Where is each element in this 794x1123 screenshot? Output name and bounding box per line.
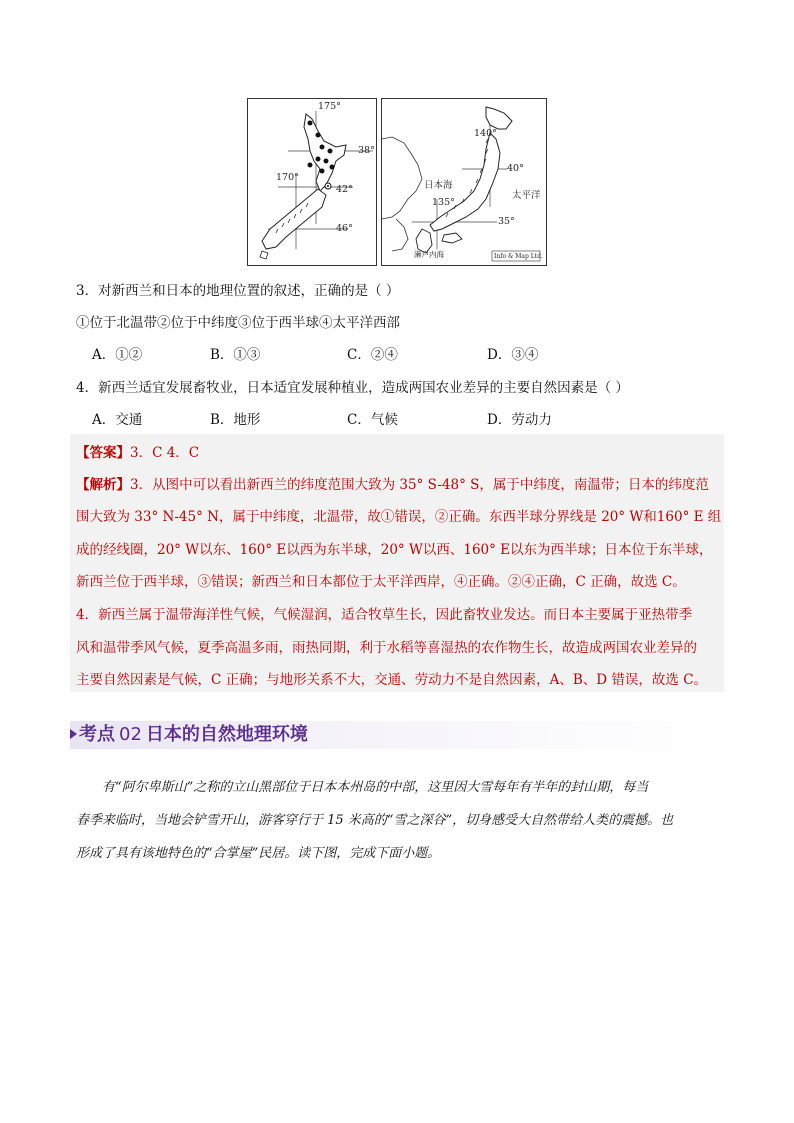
- question-4-stem: 4．新西兰适宜发展畜牧业，日本适宜发展种植业，造成两国农业差异的主要自然因素是（ ）: [76, 380, 629, 396]
- nz-lon-175-label: 175°: [318, 101, 341, 112]
- jp-lon-140-label: 140°: [474, 128, 497, 139]
- section-prefix: 考点: [79, 724, 115, 745]
- map-credit-label: Info & Map Ltd.: [494, 253, 543, 260]
- analysis-text-1: 3．从图中可以看出新西兰的纬度范围大致为 35° S-48° S，属于中纬度，南温带；日本的纬度范: [130, 477, 709, 493]
- new-zealand-map-drawing: [248, 99, 378, 267]
- seto-inland-sea-label: 濑户内海: [414, 250, 444, 259]
- section-title: 日本的自然地理环境: [145, 724, 308, 745]
- section-header: [70, 721, 308, 749]
- question-3-statements: ①位于北温带②位于中纬度③位于西半球④太平洋西部: [76, 315, 400, 331]
- sea-of-japan-label: 日本海: [424, 180, 453, 191]
- new-zealand-map: [247, 98, 377, 266]
- q3-option-c[interactable]: C．②④: [347, 347, 398, 363]
- q4-option-b[interactable]: B．地形: [210, 412, 261, 428]
- jp-lat-35-label: 35°: [498, 216, 515, 227]
- analysis-line-3: 成的经线圈，20° W以东、160° E以西为东半球，20° W以西、160° E以东为西半球；日本位于东半球，: [76, 542, 713, 558]
- jp-lat-40-label: 40°: [507, 163, 524, 174]
- q3-option-b[interactable]: B．①③: [210, 347, 261, 363]
- jp-lon-135-label: 135°: [432, 197, 455, 208]
- answer-label: 【答案】: [76, 445, 130, 461]
- q3-option-a[interactable]: A．①②: [92, 347, 143, 363]
- analysis-line-6: 风和温带季风气候，夏季高温多雨，雨热同期，利于水稻等喜湿热的农作物生长，故造成两国农业差异的: [76, 640, 697, 656]
- maps-figure: [247, 98, 547, 266]
- japan-map: [381, 98, 547, 266]
- analysis-line-1: [76, 473, 709, 493]
- nz-lat-38-label: 38°: [358, 145, 375, 156]
- section-number: 02: [119, 724, 142, 745]
- japan-map-drawing: [382, 99, 548, 267]
- analysis-line-2: 围大致为 33° N-45° N，属于中纬度，北温带，故①错误，②正确。东西半球分界线是 20° W和160° E 组: [76, 509, 722, 525]
- passage-line-2: 春季来临时，当地会铲雪开山，游客穿行于 15 米高的“雪之深谷”，切身感受大自然带给人类的震撼。也: [76, 813, 674, 828]
- pacific-ocean-label: 太平洋: [512, 190, 541, 201]
- q4-option-c[interactable]: C．气候: [347, 412, 398, 428]
- answer-text: 3．C 4．C: [130, 445, 200, 461]
- q4-option-d[interactable]: D．劳动力: [487, 412, 552, 428]
- answer-line: [76, 441, 199, 461]
- analysis-label: 【解析】: [76, 477, 130, 493]
- q3-option-d[interactable]: D．③④: [487, 347, 539, 363]
- nz-lat-42-label: 42°: [336, 184, 353, 195]
- nz-lon-170-label: 170°: [276, 172, 299, 183]
- question-4-options: [0, 408, 794, 428]
- passage-line-1: 有“阿尔卑斯山”之称的立山黑部位于日本本州岛的中部，这里因大雪每年有半年的封山期，每当: [102, 780, 649, 795]
- analysis-line-5: 4．新西兰属于温带海洋性气候，气候湿润，适合牧草生长，因此畜牧业发达。而日本主要属于亚热带季: [76, 607, 693, 623]
- q4-option-a[interactable]: A．交通: [92, 412, 143, 428]
- passage-line-3: 形成了具有该地特色的“合掌屋”民居。读下图，完成下面小题。: [76, 846, 441, 861]
- section-arrow-icon: [70, 729, 77, 739]
- analysis-line-4: 新西兰位于西半球，③错误；新西兰和日本都位于太平洋西岸，④正确。②④正确，C 正确，故选 C。: [76, 574, 686, 590]
- nz-lat-46-label: 46°: [336, 223, 353, 234]
- question-3-options: [0, 343, 794, 363]
- question-3-stem: 3．对新西兰和日本的地理位置的叙述，正确的是（ ）: [76, 283, 400, 299]
- analysis-line-7: 主要自然因素是气候，C 正确；与地形关系不大，交通、劳动力不是自然因素，A、B、D 错误，故选 C。: [76, 672, 708, 688]
